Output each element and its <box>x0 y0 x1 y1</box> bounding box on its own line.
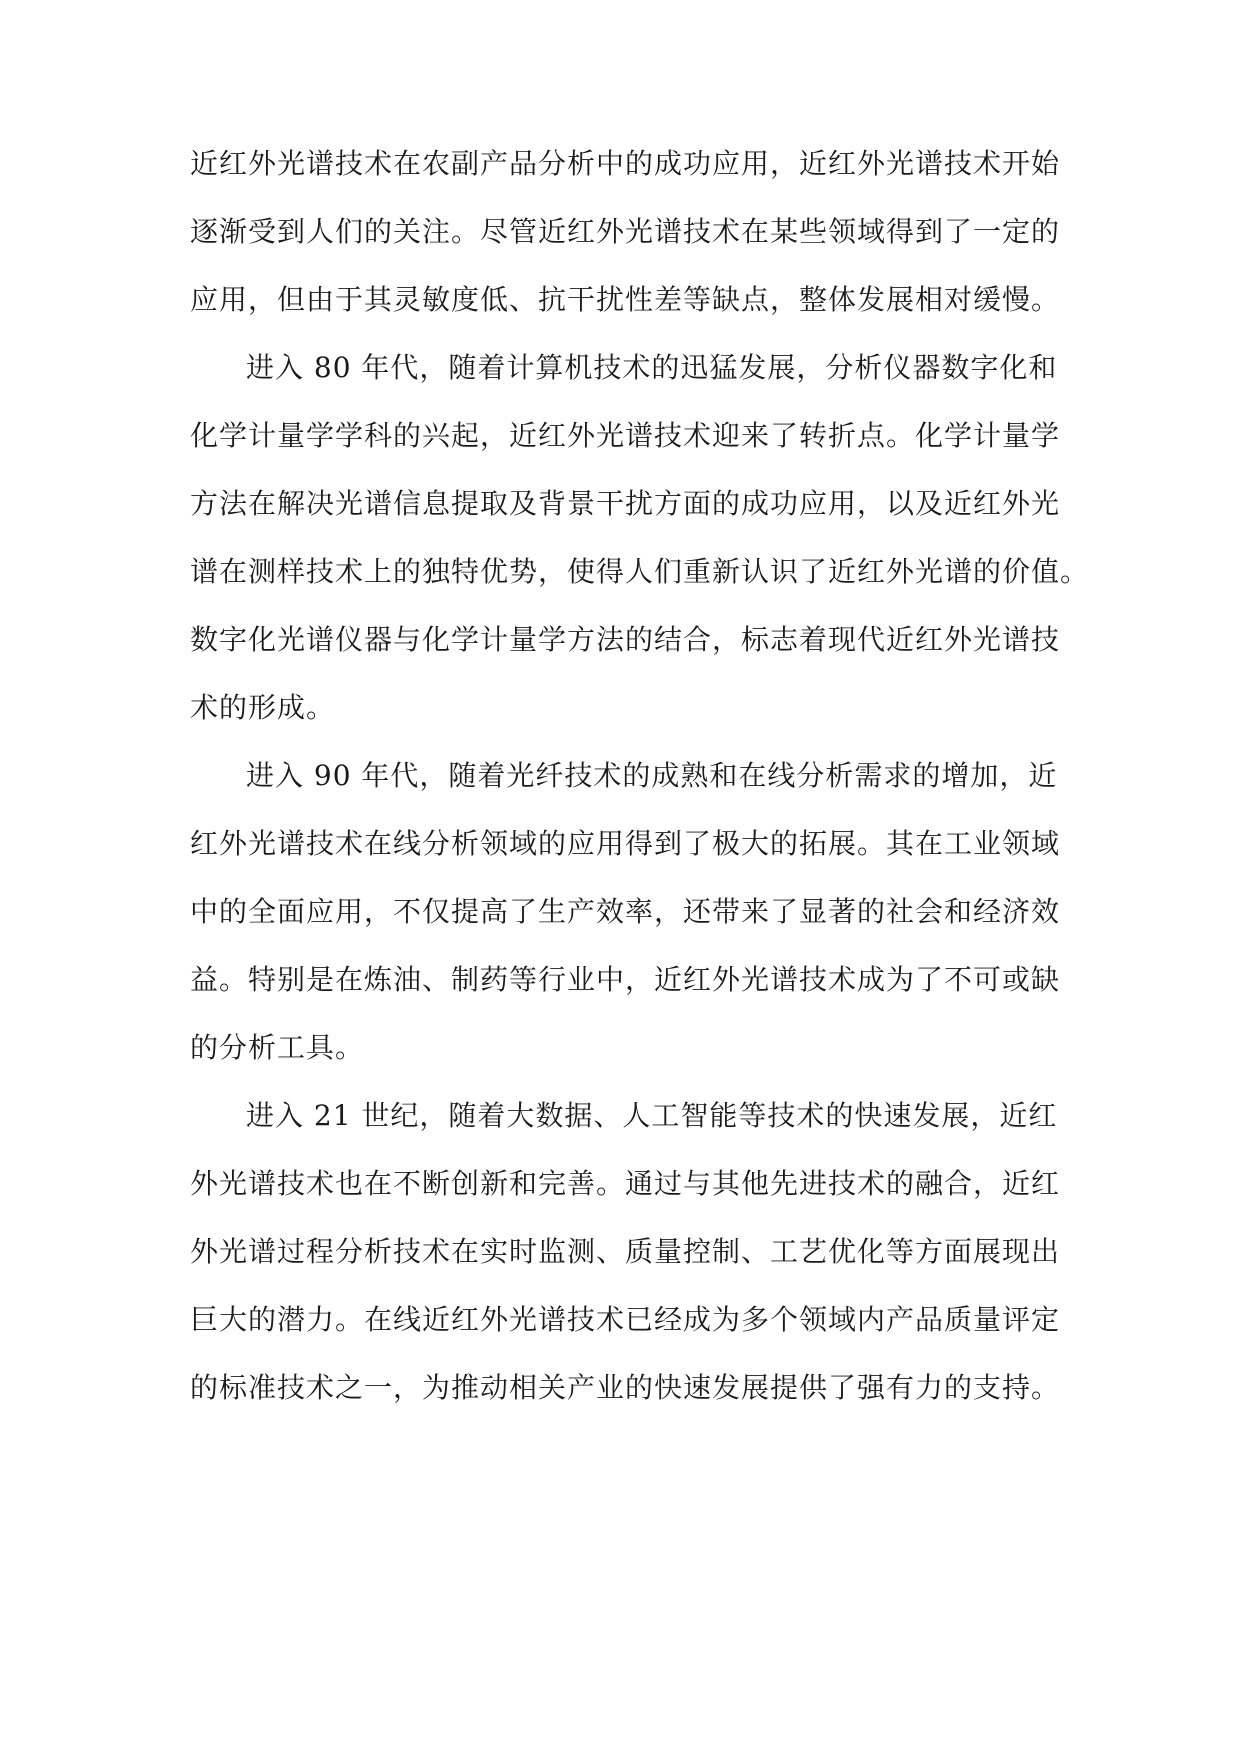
text-line: 的标准技术之一，为推动相关产业的快速发展提供了强有力的支持。 <box>190 1371 1061 1404</box>
text-line: 外光谱技术也在不断创新和完善。通过与其他先进技术的融合，近红 <box>190 1167 1061 1200</box>
text-line: 外光谱过程分析技术在实时监测、质量控制、工艺优化等方面展现出 <box>190 1235 1061 1268</box>
text-line: 进入 21 世纪，随着大数据、人工智能等技术的快速发展，近红 <box>246 1099 1058 1132</box>
text-line: 方法在解决光谱信息提取及背景干扰方面的成功应用，以及近红外光 <box>190 487 1061 520</box>
text-line: 益。特别是在炼油、制药等行业中，近红外光谱技术成为了不可或缺 <box>190 963 1061 996</box>
text-line: 应用，但由于其灵敏度低、抗干扰性差等缺点，整体发展相对缓慢。 <box>190 283 1061 316</box>
text-line: 进入 80 年代，随着计算机技术的迅猛发展，分析仪器数字化和 <box>246 351 1058 384</box>
text-line: 红外光谱技术在线分析领域的应用得到了极大的拓展。其在工业领域 <box>190 827 1061 860</box>
text-line: 巨大的潜力。在线近红外光谱技术已经成为多个领域内产品质量评定 <box>190 1303 1061 1336</box>
text-line: 化学计量学学科的兴起，近红外光谱技术迎来了转折点。化学计量学 <box>190 419 1061 452</box>
text-line: 谱在测样技术上的独特优势，使得人们重新认识了近红外光谱的价值。 <box>190 555 1090 588</box>
text-line: 进入 90 年代，随着光纤技术的成熟和在线分析需求的增加，近 <box>246 759 1058 792</box>
text-line: 的分析工具。 <box>190 1031 365 1064</box>
text-line: 术的形成。 <box>190 691 336 724</box>
text-line: 近红外光谱技术在农副产品分析中的成功应用，近红外光谱技术开始 <box>190 147 1061 180</box>
text-line: 数字化光谱仪器与化学计量学方法的结合，标志着现代近红外光谱技 <box>190 623 1061 656</box>
text-line: 中的全面应用，不仅提高了生产效率，还带来了显著的社会和经济效 <box>190 895 1061 928</box>
text-line: 逐渐受到人们的关注。尽管近红外光谱技术在某些领域得到了一定的 <box>190 215 1061 248</box>
